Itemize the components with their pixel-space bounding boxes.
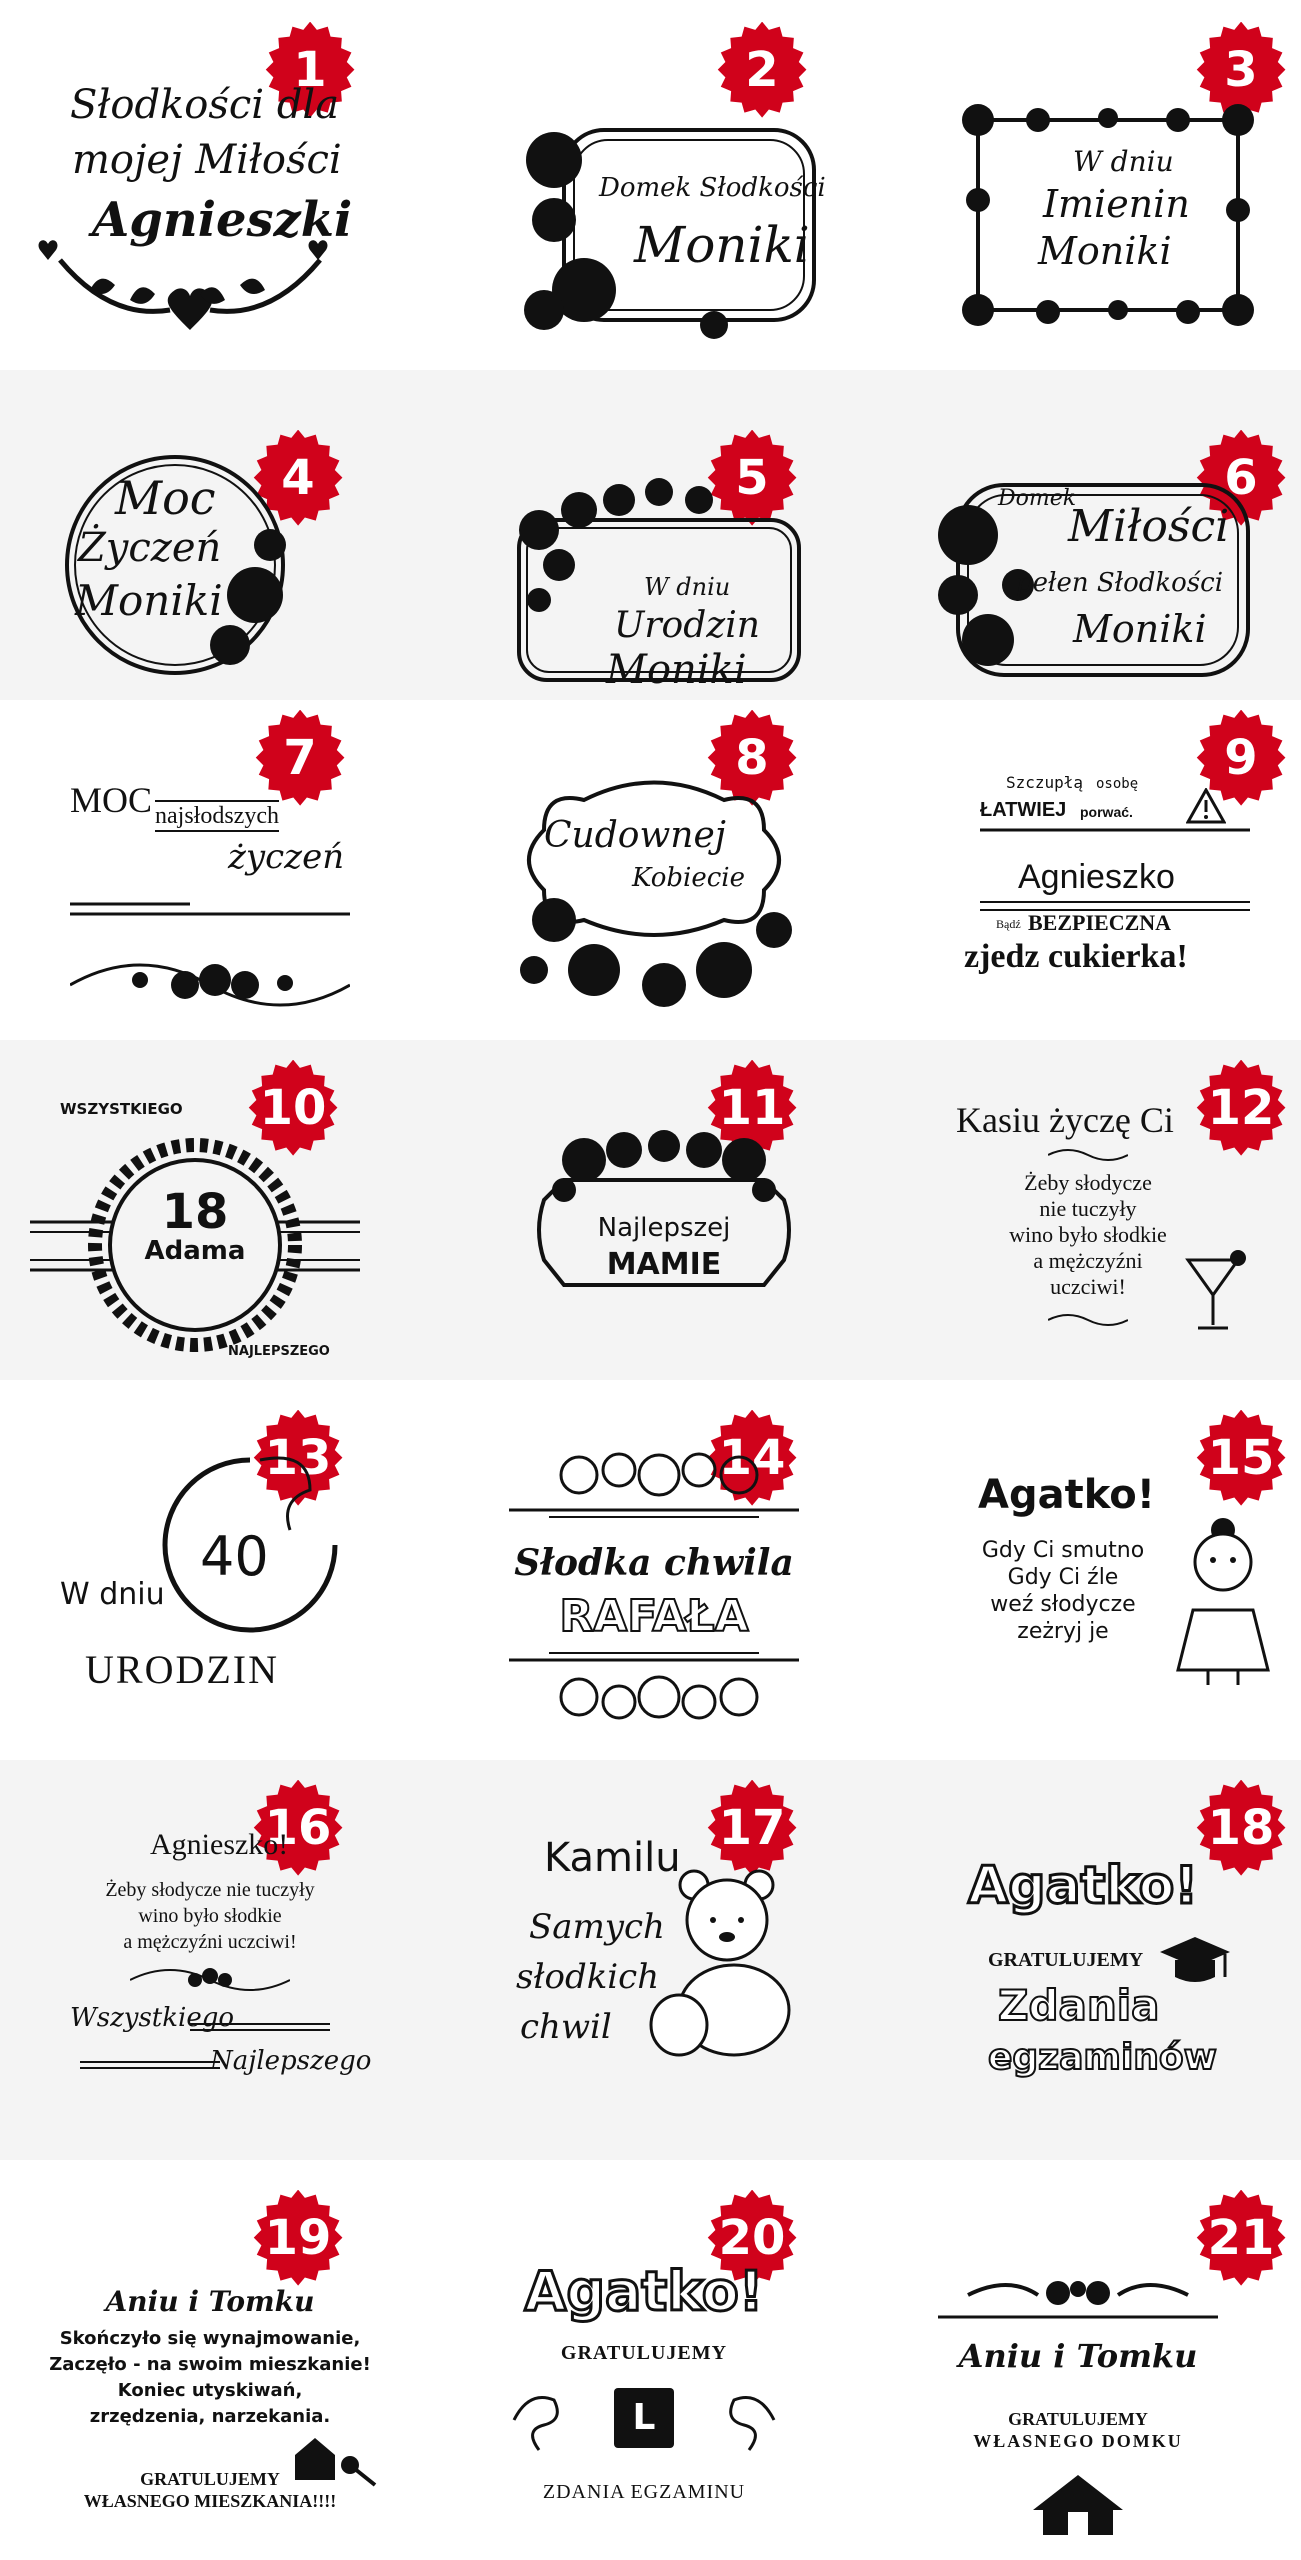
design-text: GRATULUJEMY: [560, 2342, 728, 2364]
design-text: Najlepszego: [210, 2046, 372, 2076]
double-line-icon: [190, 2022, 330, 2032]
floral-border-top-icon: [509, 1435, 799, 1525]
design-text: Agatko!: [968, 1856, 1199, 1916]
design-text: Agnieszko: [1018, 858, 1175, 896]
design-11[interactable]: [434, 1040, 867, 1380]
design-text: nie tuczyły: [1039, 1196, 1137, 1221]
design-text: 18: [161, 1184, 229, 1240]
design-text: pełen Słodkości: [1016, 568, 1224, 598]
number-badge: [1193, 1780, 1289, 1876]
design-text: Moniki: [634, 216, 810, 274]
design-text: MOC: [70, 780, 153, 820]
design-text: Kamilu: [544, 1835, 681, 1881]
design-12[interactable]: [868, 1040, 1301, 1380]
little-girl-icon: [1173, 1500, 1273, 1690]
design-text: Gdy Ci źle: [1007, 1565, 1119, 1590]
cocktail-glass-icon: [1183, 1250, 1253, 1340]
design-text: Miłości: [1068, 501, 1230, 552]
catalog-row-7: [0, 2160, 1301, 2560]
design-text: GRATULUJEMY: [1008, 2409, 1148, 2429]
design-text: słodkich: [516, 1957, 660, 1997]
badge-number: 18: [1207, 1800, 1275, 1856]
badge-number: 10: [259, 1080, 327, 1136]
badge-number: 6: [1224, 450, 1258, 506]
number-badge: [1193, 1060, 1289, 1156]
design-text: najsłodszych: [155, 800, 279, 832]
design-text: Cudownej: [544, 815, 726, 856]
design-text: chwil: [520, 2007, 612, 2047]
badge-number: 2: [745, 42, 779, 98]
rose-ornamental-frame-icon: [494, 770, 814, 1020]
badge-number: 19: [264, 2210, 332, 2266]
design-17[interactable]: [434, 1760, 867, 2160]
design-text: zeżryj je: [1017, 1619, 1109, 1644]
design-text: WŁASNEGO DOMKU: [973, 2431, 1183, 2451]
catalog-row-1: [0, 0, 1301, 370]
design-text: W dniu: [1073, 145, 1174, 178]
design-text: GRATULUJEMY: [988, 1949, 1144, 1971]
design-13[interactable]: [0, 1380, 433, 1760]
design-text: mojej Miłości: [72, 137, 342, 183]
catalog-row-5: [0, 1380, 1301, 1760]
design-3[interactable]: [868, 0, 1301, 370]
badge-number: 4: [281, 450, 315, 506]
floral-border-bottom-icon: [509, 1652, 799, 1742]
design-text: Kasiu życzę Ci: [956, 1100, 1174, 1140]
design-text: porwać.: [1080, 804, 1133, 820]
design-6[interactable]: [868, 370, 1301, 700]
design-text: a mężczyźni uczciwi!: [123, 1931, 297, 1953]
design-text: W dniu: [60, 1577, 165, 1612]
catalog-row-4: [0, 1040, 1301, 1380]
design-text: Agnieszko!: [150, 1828, 289, 1861]
design-text: Żeby słodycze nie tuczyły: [105, 1879, 315, 1901]
double-line-icon: [80, 2060, 220, 2070]
badge-number: 16: [264, 1800, 332, 1856]
design-text: weź słodycze: [990, 1592, 1136, 1617]
design-text: Bądź: [996, 917, 1021, 931]
divider-lines-icon: [980, 825, 1250, 835]
hearts-ornament-icon: [30, 230, 350, 340]
badge-number: 21: [1207, 2210, 1275, 2266]
swirl-ornament-icon: [509, 2385, 569, 2455]
badge-number: 20: [718, 2210, 786, 2266]
design-text: Domek Słodkości: [599, 173, 826, 203]
design-text: uczciwi!: [1050, 1274, 1126, 1299]
design-text: Imienin: [1043, 182, 1190, 226]
design-text: Słodkości dla: [70, 82, 340, 128]
design-text: Skończyło się wynajmowanie,: [59, 2328, 361, 2349]
design-text: NAJLEPSZEGO: [228, 1344, 330, 1359]
design-text: BEZPIECZNA: [1028, 910, 1172, 935]
house-icon: [1028, 2470, 1128, 2540]
number-badge: [1193, 2190, 1289, 2286]
design-9[interactable]: [868, 700, 1301, 1040]
design-14[interactable]: [434, 1380, 867, 1760]
design-10[interactable]: [0, 1040, 433, 1380]
number-badge: [714, 22, 810, 118]
design-text: RAFAŁA: [559, 1591, 749, 1642]
badge-number: 15: [1207, 1430, 1275, 1486]
design-text: Domek: [998, 486, 1077, 511]
badge-number: 14: [718, 1430, 786, 1486]
design-text: zjedz cukierka!: [964, 938, 1188, 975]
design-text: życzeń: [228, 837, 345, 877]
badge-number: 3: [1224, 42, 1258, 98]
design-text: Moniki: [1038, 229, 1172, 273]
badge-number: 8: [735, 730, 769, 786]
badge-number: 1: [293, 42, 327, 98]
design-text: Koniec utyskiwań,: [117, 2380, 303, 2401]
number-badge: [1193, 1410, 1289, 1506]
swirl-divider-icon: [1048, 1310, 1128, 1330]
number-badge: [704, 1780, 800, 1876]
design-text: Urodzin: [614, 605, 760, 646]
design-text: Słodka chwila: [514, 1542, 794, 1584]
design-text: MAMIE: [606, 1247, 722, 1282]
design-text: Moniki: [75, 576, 223, 625]
design-text: wino było słodkie: [138, 1905, 282, 1927]
design-text: Najlepszej: [597, 1213, 731, 1243]
design-text: zrzędzenia, narzekania.: [89, 2406, 331, 2427]
design-text: Szczupłą: [1006, 773, 1084, 792]
design-15[interactable]: [868, 1380, 1301, 1760]
number-badge: [250, 2190, 346, 2286]
design-text: a mężczyźni: [1033, 1248, 1143, 1273]
design-text: Moniki: [1073, 607, 1207, 651]
design-5[interactable]: [434, 370, 867, 700]
design-18[interactable]: [868, 1760, 1301, 2160]
design-text: Agatko!: [524, 2260, 764, 2323]
design-text: W dniu: [644, 573, 731, 601]
catalog-row-2: [0, 370, 1301, 700]
design-text: Aniu i Tomku: [958, 2337, 1198, 2375]
badge-number: 9: [1224, 730, 1258, 786]
flower-ornament-icon: [130, 1960, 290, 2000]
design-text: WŁASNEGO MIESZKANIA!!!!: [83, 2491, 337, 2511]
swirl-divider-icon: [1048, 1145, 1128, 1165]
design-text: ŁATWIEJ: [980, 799, 1067, 821]
design-21[interactable]: [868, 2160, 1301, 2560]
badge-number: 7: [283, 730, 317, 786]
badge-number: 13: [264, 1430, 332, 1486]
design-text: Moniki: [606, 647, 747, 693]
design-text: Zaczęło - na swoim mieszkanie!: [49, 2354, 371, 2375]
design-text: Gdy Ci smutno: [981, 1538, 1145, 1563]
design-20[interactable]: [434, 2160, 867, 2560]
design-text: Żeby słodycze: [1024, 1170, 1152, 1195]
design-1[interactable]: [0, 0, 433, 370]
catalog-row-6: [0, 1760, 1301, 2160]
scroll-ornament-icon: [938, 2275, 1218, 2325]
warning-icon: [1186, 788, 1226, 824]
design-text: Życzeń: [78, 525, 222, 571]
design-7[interactable]: [0, 700, 433, 1040]
design-text: L: [614, 2388, 674, 2448]
badge-number: 12: [1207, 1080, 1275, 1136]
design-4[interactable]: [0, 370, 433, 700]
design-2[interactable]: [434, 0, 867, 370]
rose-vine-icon: [70, 945, 350, 1015]
design-text: Moc: [115, 471, 216, 525]
design-text: Agnieszki: [92, 192, 353, 248]
design-text: 40: [200, 1525, 269, 1588]
design-text: Samych: [529, 1907, 665, 1947]
badge-number: 5: [735, 450, 769, 506]
design-text: Kobiecie: [632, 863, 745, 893]
design-text: WSZYSTKIEGO: [60, 1100, 183, 1118]
graduation-cap-icon: [1160, 1932, 1230, 1992]
design-16[interactable]: [0, 1760, 433, 2160]
design-text: Aniu i Tomku: [105, 2285, 315, 2318]
badge-number: 17: [718, 1800, 786, 1856]
design-text: Wszystkiego: [70, 2003, 234, 2033]
design-text: ZDANIA EGZAMINU: [542, 2481, 746, 2503]
design-19[interactable]: [0, 2160, 433, 2560]
catalog-row-3: [0, 700, 1301, 1040]
design-text: Zdania: [998, 1981, 1160, 2030]
badge-number: 11: [718, 1080, 786, 1136]
design-text: osobę: [1096, 776, 1139, 792]
design-text: Adama: [144, 1236, 246, 1266]
design-text: URODZIN: [85, 1647, 279, 1692]
design-8[interactable]: [434, 700, 867, 1040]
design-text: egzaminów: [988, 2037, 1217, 2078]
swirl-ornament-icon: [719, 2385, 779, 2455]
design-text: Agatko!: [978, 1472, 1155, 1518]
design-text: GRATULUJEMY: [140, 2469, 280, 2489]
bear-honey-icon: [649, 1865, 799, 2065]
divider-lines-icon: [70, 900, 350, 920]
design-text: wino było słodkie: [1009, 1222, 1167, 1247]
number-badge: [252, 710, 348, 806]
